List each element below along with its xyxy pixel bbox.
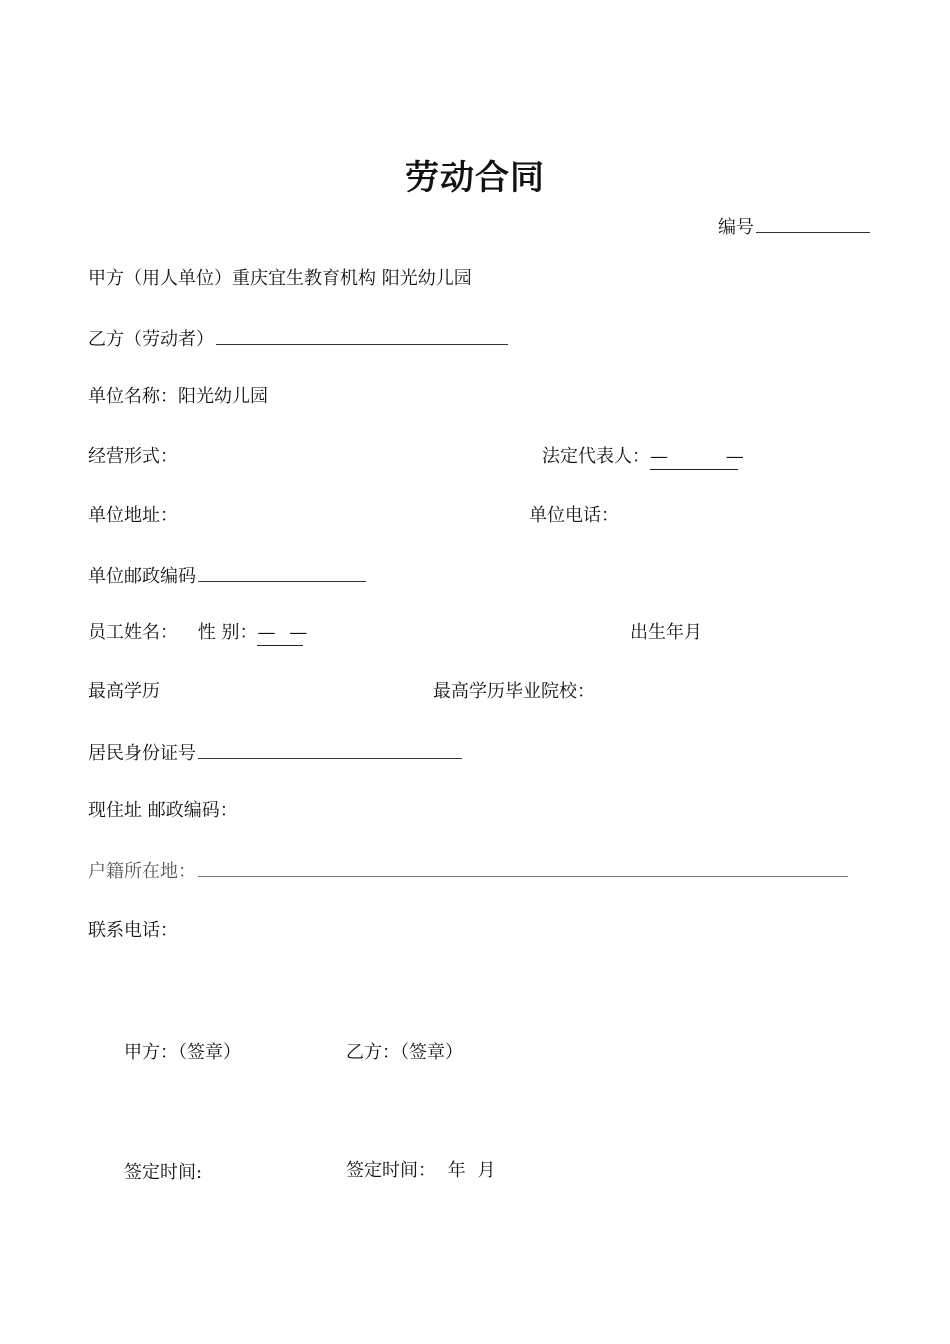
unit-postcode-label: 单位邮政编码 xyxy=(88,566,196,587)
date-b: 签定时间： 年 月 xyxy=(346,1160,496,1181)
id-label: 居民身份证号 xyxy=(88,743,196,764)
address-label: 现住址 邮政编码： xyxy=(88,800,238,821)
party-a-line: 甲方（用人单位）重庆宜生教育机构 阳光幼儿园 xyxy=(88,268,472,289)
sign-a: 甲方：（签章） xyxy=(124,1042,241,1063)
date-a: 签定时间: xyxy=(124,1162,203,1183)
employee-row xyxy=(88,621,310,646)
business-form-label: 经营形式： xyxy=(88,446,178,467)
gender-label: 性 别： xyxy=(197,622,258,643)
employee-name-label: 员工姓名： xyxy=(88,622,178,643)
number-blank[interactable] xyxy=(756,214,870,233)
unit-postcode-blank[interactable] xyxy=(198,563,366,582)
legal-rep-label: 法定代表人： xyxy=(542,446,650,467)
number-row xyxy=(718,214,870,240)
legal-rep-value[interactable]: — — xyxy=(650,445,738,470)
id-blank[interactable] xyxy=(198,740,462,759)
household-blank[interactable] xyxy=(198,858,848,877)
legal-rep-row xyxy=(542,445,746,470)
education-label: 最高学历 xyxy=(88,681,160,702)
household-row xyxy=(88,858,848,884)
party-b-row xyxy=(88,326,508,352)
party-b-label: 乙方（劳动者） xyxy=(88,329,214,350)
unit-name-line: 单位名称：阳光幼儿园 xyxy=(88,386,268,407)
school-label: 最高学历毕业院校： xyxy=(433,681,595,702)
gender-value[interactable]: — — xyxy=(257,621,303,646)
party-b-blank[interactable] xyxy=(216,326,508,345)
unit-address-label: 单位地址： xyxy=(88,505,178,526)
id-row xyxy=(88,740,462,766)
sign-b: 乙方：（签章） xyxy=(346,1042,463,1063)
birth-label: 出生年月 xyxy=(630,622,702,643)
unit-phone-label: 单位电话： xyxy=(529,505,619,526)
unit-postcode-row xyxy=(88,563,366,589)
household-label: 户籍所在地： xyxy=(88,861,196,882)
page-title: 劳动合同 xyxy=(405,158,545,198)
contact-label: 联系电话： xyxy=(88,920,178,941)
number-label: 编号 xyxy=(718,217,754,238)
